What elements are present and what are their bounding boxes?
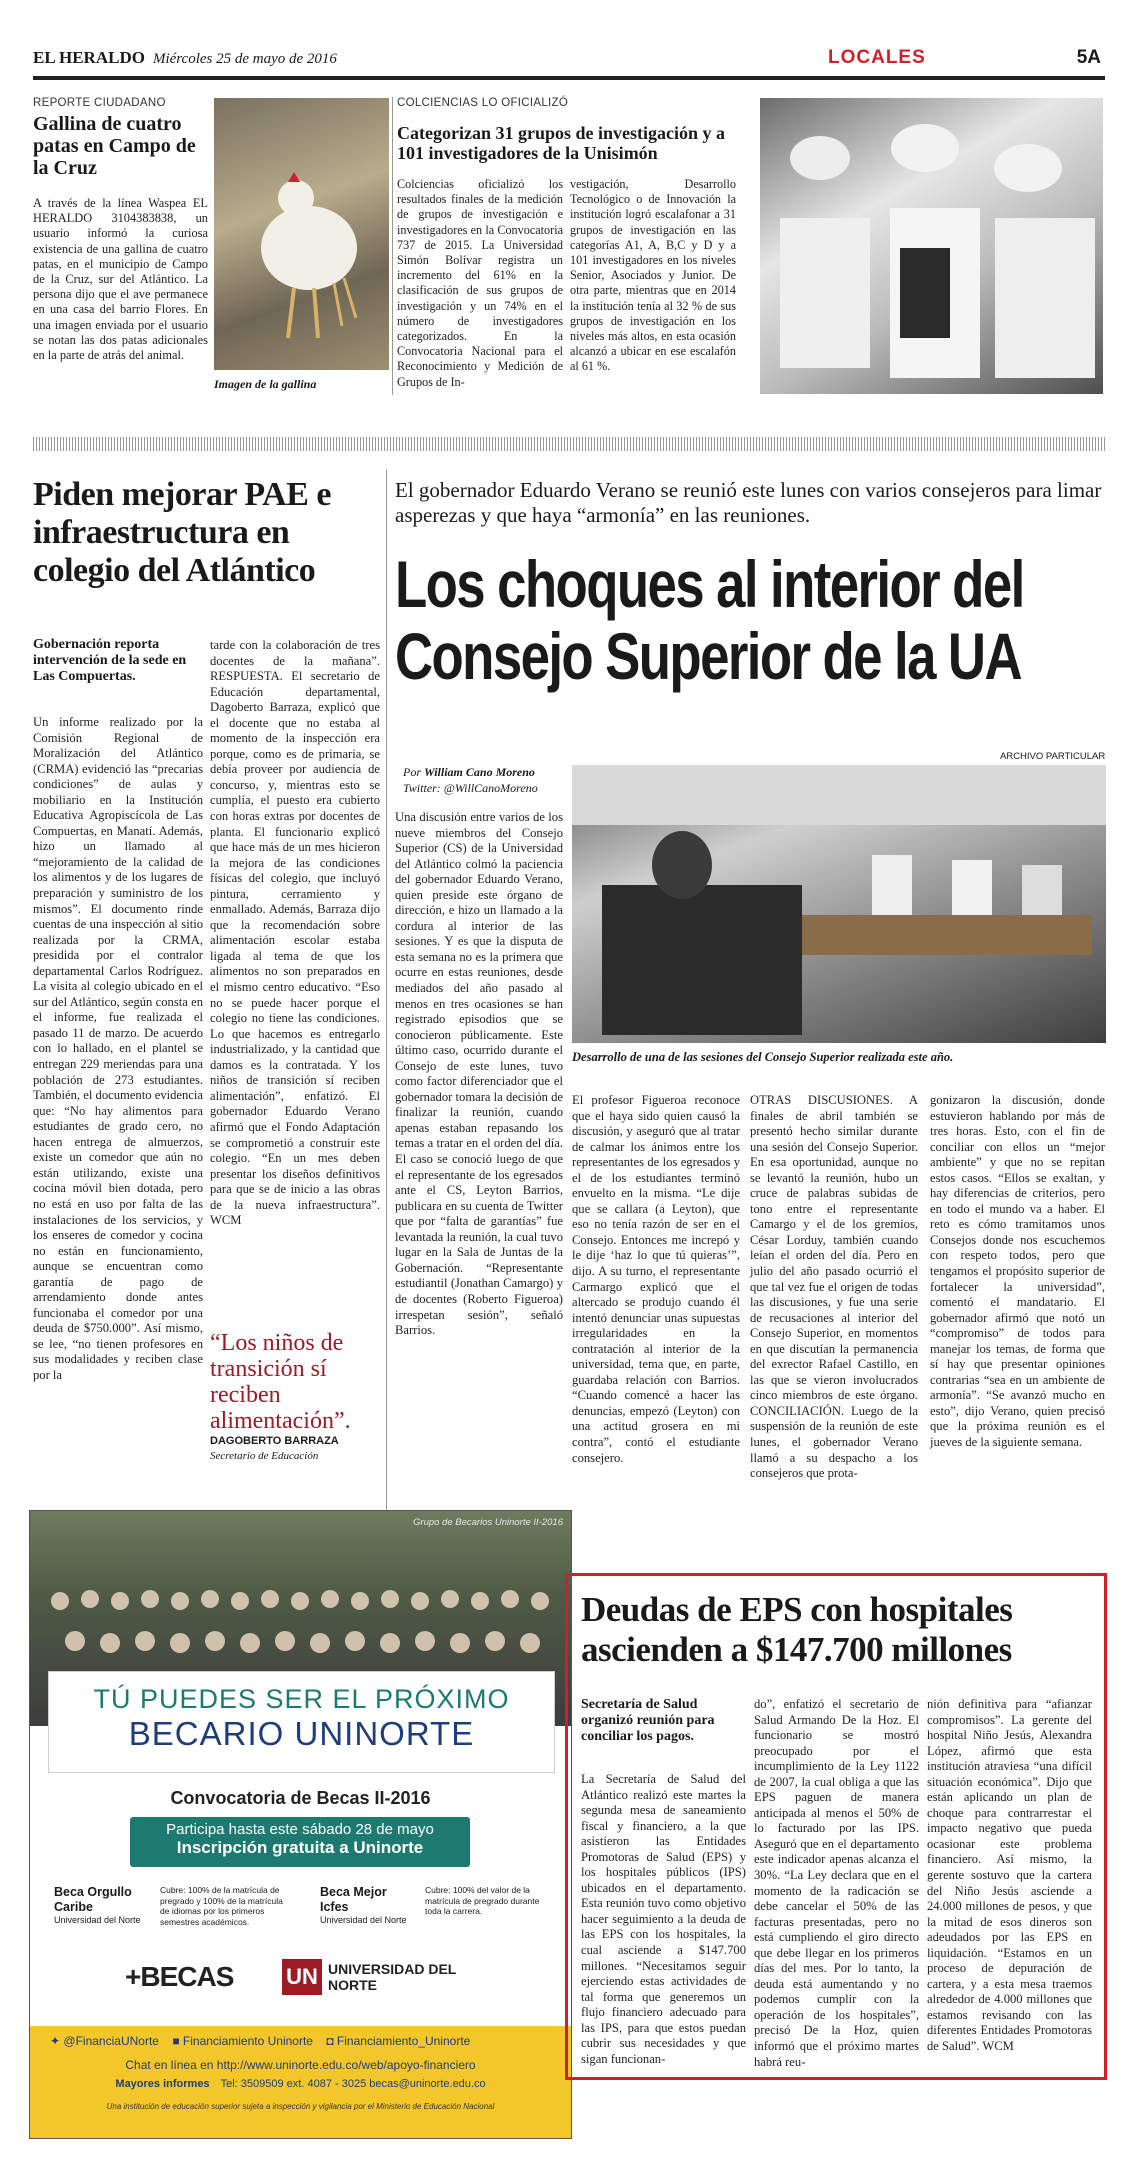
ad-line1: TÚ PUEDES SER EL PRÓXIMO: [93, 1684, 510, 1714]
ad-mayores: Mayores informes: [115, 2078, 210, 2090]
byline-author: William Cano Moreno: [424, 765, 535, 779]
section-divider: [33, 437, 1105, 451]
chicken-photo: [214, 98, 389, 370]
masthead: [33, 48, 1103, 74]
eps-col2: do”, enfatizó el secretario de Salud Armando De la Hoz. El funcionario se mostró preocupado por el incumplimiento de la Ley 1122 de 2007, la cual obliga a que las EPS paguen de manera anticipada al menos el 50% de lo facturado por las IPS. Aseguró que en el departamento este indicador apenas alcanza el 30%. “La Ley declara que en el momento de la radicación se debe cancelar el 50% de las facturas presentadas, pero no está cumpliendo el giro directo que debe llegar en los primeros días del mes. Por lo tanto, la deuda está aumentando y no podemos cumplir con la operación de los hospitales”, precisó De la Hoz, quien informó que el próximo martes habrá reu-: [754, 1697, 919, 2069]
beca2-sub: Universidad del Norte: [320, 1915, 407, 1925]
ad-photo-label: Grupo de Becarios Uninorte II-2016: [413, 1517, 563, 1528]
council-illustration: [572, 765, 1106, 1043]
twitter-icon: ✦: [50, 2034, 61, 2048]
ua-col2: El profesor Figueroa reconoce que el haya sido quien causó la discusión, y aseguró que al tratar de calmar los ánimos entre los representantes de los egresados y el de los estudiantes terminó envuelto en la misma. “Le dije que se callara (a Leyton), que eso no tenía razón de ser en el Consejo. Entonces me increpó y le dije ‘haz lo que tú quieras’”, dijo. A su turno, el representante Carmargo explicó que el altercado se produjo cuando él intentó denunciar unas supuestas irregularidades en la contratación al interior de la universidad, tema que, en parte, guardaba relación con Barrios. “Cuando comencé a hacer las denuncias, empezó (Leyton) con una actitud grosera en mi contra”, contó el estudiante consejero.: [572, 1093, 740, 1465]
pae-quote-name: DAGOBERTO BARRAZA: [210, 1435, 339, 1447]
pae-col1: Un informe realizado por la Comisión Regional de Moralización del Atlántico (CRMA) evidenció las “precarias condiciones” de aulas y mobiliario en la Institución Educativa Agropiscícola de Las Compuertas, en Manatí. Además, hizo un llamado al “mejoramiento de la calidad de los alimentos y de los lugares de preparación y suministro de los mismos”. El documento rinde cuentas de una inspección al sitio realizada por la CRMA, presidida por el contralor departamental Carlos Rodríguez. La visita al colegio ubicado en el sur del Atlántico, según consta en el informe, fue realizada el pasado 11 de marzo. De acuerdo con lo hallado, en el plantel se entregan 229 meriendas para una población de 273 estudiantes. También, el documento evidencia que: “No hay alimentos para estudiantes de grado cero, no hacen entrega de almuerzos, existe un comedor que aún no están utilizando, existe una cocina móvil bien dotada, pero no está en uso por falta de las instalaciones de los servicios, y los enseres de comedor y cocina no están en funcionamiento, aunque se encuentran como garantía de pago de arrendamiento donde antes funcionaba el comedor por una deuda de $750.000”. Así mismo, se lee, “no tienen profesores en sus modalidades y reciben clase por la: [33, 715, 203, 1382]
byline-por: Por: [403, 765, 421, 779]
pae-title: Piden mejorar PAE e infraestructura en colegio del Atlántico: [33, 476, 331, 589]
colciencias-title: Categorizan 31 grupos de investigación y a 101 investigadores de la Unisimón: [397, 123, 725, 163]
ua-headline: [395, 548, 1107, 718]
ad-headline-panel: [48, 1671, 555, 1773]
chicken-caption: Imagen de la gallina: [214, 377, 317, 391]
ua-photo-credit: ARCHIVO PARTICULAR: [1000, 751, 1106, 762]
pae-lead: Gobernación reporta intervención de la sede en Las Compuertas.: [33, 637, 187, 684]
ad-social1: @FinanciaUNorte: [63, 2034, 159, 2048]
beca1-title: Beca Orgullo Caribe: [54, 1885, 132, 1914]
eps-title: Deudas de EPS con hospitales ascienden a $147.700 millones: [581, 1590, 1013, 1669]
page-number: 5A: [1076, 47, 1101, 68]
ua-col3: OTRAS DISCUSIONES. A finales de abril también se presentó hecho similar durante una sesión del Consejo Superior. En esa oportunidad, aunque no se levantó la reunión, hubo un cruce de palabras subidas de tono entre el representante Camargo y el de los gremios, César Lorduy, también cuando leían el orden del día. Pero en julio del año pasado ocurrió el que tal vez fue el origen de todas las discusiones, y fue una serie de recusaciones al interior del Consejo Superior, en momentos en que discutían la permanencia del exrector Rafael Castillo, en las que se vieron involucrados cinco miembros de este órgano. CONCILIACIÓN. Luego de la suspensión de la reunión de este lunes, el gobernador Verano llamó a su despacho a los consejeros que prota-: [750, 1093, 918, 1481]
colciencias-kicker: COLCIENCIAS LO OFICIALIZÓ: [397, 97, 569, 109]
beca2-title: Beca Mejor Icfes: [320, 1885, 387, 1914]
column-rule: [386, 470, 387, 1510]
instagram-icon: ◘: [326, 2034, 334, 2048]
ad-contact-strip: [30, 2026, 571, 2138]
ua-byline: [403, 765, 535, 780]
eps-col1: La Secretaría de Salud del Atlántico realizó este martes la segunda mesa de saneamiento fiscal y financiero, a la que asistieron las Entidades Promotoras de Salud (EPS) y los hospitales públicos (IPS) ubicados en el departamento. Esta reunión tuvo como objetivo hacer seguimiento a la deuda de las EPS con los hospitales, la cual asciende a $147.700 millones. “Necesitamos seguir ejerciendo estas actividades de tal forma que generemos un flujo financiero adecuado para las IPS, para que estos puedan cubrir sus necesidades y que sigan funcionan-: [581, 1772, 746, 2066]
section-name: LOCALES: [828, 47, 926, 68]
council-photo: [572, 765, 1106, 1043]
ad-chat: Chat en línea en http://www.uninorte.edu.co/web/apoyo-financiero: [125, 2058, 476, 2072]
un-logo: UN: [282, 1959, 322, 1995]
eps-box: [565, 1573, 1107, 2080]
ad-contact-row: [30, 2078, 571, 2090]
eps-col3: nión definitiva para “afianzar compromisos”. La gerente del hospital Niño Jesús, Alexandra López, afirmó que esta institución atraviesa “una difícil situación económica”. Dijo que están aplicando un plan de choque para contrarrestar el impacto negativo que pueda ocasionar este problema financiero. Así mismo, la gerente sostuvo que la cartera del Niño Jesús asciende a 24.000 millones de pesos, y que la mitad de esos dineros son adeudados por las EPS en liquidación. “Estamos en un proceso de depuración de cartera, y a esta mesa traemos alrededor de 4.000 millones que estamos revisando con las diferentes Entidades Promotoras de Salud”. WCM: [927, 1697, 1092, 2054]
ua-title-line2: Consejo Superior de la UA: [395, 619, 1021, 693]
ua-title-line1: Los choques al interior del: [395, 548, 1024, 621]
issue-date: Miércoles 25 de mayo de 2016: [152, 51, 337, 67]
ad-cta-box: [130, 1817, 470, 1867]
reporte-body: A través de la línea Waspea EL HERALDO 3104383838, un usuario informó la curiosa existencia de una gallina de cuatro patas, en el municipio de Campo de la Cruz, sur del Atlántico. La persona dijo que el ave permanece en una casa del barrio Flores. En una imagen enviada por el usuario se notan las dos patas adicionales en la parte de atrás del animal.: [33, 196, 208, 363]
ua-col1: Una discusión entre varios de los nueve miembros del Consejo Superior (CS) de la Universidad del Atlántico colmó la paciencia del gobernador Eduardo Verano, quien preside este órgano de dirección, e hizo un llamado a la cordura al interior de las sesiones. Y es que la disputa de esta semana no es la primera que ocurre en estas reuniones, desde mediados del año pasado al menos en tres ocasiones se han registrado episodios que se conocieron públicamente. Este último caso, ocurrido durante el Consejo de este lunes, tuvo como factor diferenciador que el gobernador tomara la decisión de finalizar la reunión, cuando apenas estaban repasando los temas a tratar en el orden del día. El caso se conoció luego de que el representante de los egresados ante el CS, Leyton Barrios, publicara en su cuenta de Twitter que por “falta de garantías” fue levantada la reunión, la cual tuvo lugar en la Sala de Juntas de la Gobernación. “Representante estudiantil (Jonathan Camargo) y de docentes (Roberto Figueroa) irrespetan sesión”, señaló Barrios.: [395, 810, 563, 1338]
ua-deck: El gobernador Eduardo Verano se reunió este lunes con varios consejeros para limar asperezas y que haya “armonía” en las reuniones.: [395, 478, 1102, 527]
reporte-title: Gallina de cuatro patas en Campo de la Cruz: [33, 113, 196, 179]
pae-quote-role: Secretario de Educación: [210, 1450, 319, 1462]
reporte-kicker: REPORTE CIUDADANO: [33, 97, 166, 109]
uninorte-ad: [29, 1510, 572, 2139]
pae-col2: tarde con la colaboración de tres docentes de la mañana”. RESPUESTA. El secretario de Educación departamental, Dagoberto Barraza, explicó que el docente que no estaba al momento de la inspección era porque, como es de primaria, se debía proveer por audiencia de concurso, y, mientras esto se cumplía, el puesto era cubierto con horas extras por docentes de planta. El funcionario explicó que hace más de un mes hicieron la mejora de las condiciones físicas del colegio, que incluyó pintura, cerramiento y enmallado. Además, Barraza dijo que la recomendación sobre alimentación escolar estaba ligada al tema de que los alimentos no son preparados en el mismo centro educativo. “Eso no se puede hacer porque el colegio no tiene las condiciones. Lo que hacemos es entregarlo industrializado, y la cantidad que damos es la contratada. Y los niños de transición sí reciben alimentación”, enfatizó. El gobernador Eduardo Verano afirmó que el Fondo Adaptación se comprometió a construir este colegio. “En un mes deben presentar los diseños definitivos para que se de inicio a las obras de la nueva infraestructura”. WCM: [210, 638, 380, 1228]
ad-participa: Participa hasta este sábado 28 de mayo: [166, 1821, 434, 1838]
ad-social-row: [50, 2034, 560, 2048]
pae-pullquote: “Los niños de transición sí reciben alimentación”.: [210, 1330, 351, 1434]
ua-col4: gonizaron la discusión, donde estuvieron hablando por más de tres horas. Esto, con el fin de conciliar con ellos un “mejor ambiente” y que no se repitan estos casos. “Ellos se exaltan, y hay diferencias de criterios, pero en todo el mundo va a haber. El reto es cómo tramitamos unos Consejos donde nos escuchemos con respeto todos, pero que tengamos el propósito superior de fortalecer la universidad”, comentó el mandatario. El gobernador afirmó que notó un “compromiso” de todos para manejar los temas, de forma que sí hay que presentar opiniones contrarias “sea en un ambiente de armonía”. “Se avanzó mucho en esto”, dijo Verano, quien precisó que la próxima reunión es el jueves de la siguiente semana.: [930, 1093, 1105, 1450]
colciencias-col1: Colciencias oficializó los resultados finales de la medición de grupos de investigación e investigadores en la Convocatoria 737 de 2015. La Universidad Simón Bolívar registra un incremento del 61% en la clasificación de sus grupos de investigación y un 74% en el número de investigadores categorizados. En la Convocatoria Nacional para el Reconocimiento y Medición de Grupos de In-: [397, 177, 563, 389]
ad-social2: Financiamiento Uninorte: [182, 2034, 313, 2048]
beca1-desc: Cubre: 100% de la matrícula de pregrado y 100% de la matrícula de idiomas por los primeros semestres académicos.: [160, 1885, 283, 1927]
ad-line2: BECARIO UNINORTE: [128, 1715, 475, 1752]
facebook-icon: ■: [172, 2034, 180, 2048]
becas-logo: +BECAS: [125, 1961, 234, 1992]
ad-social3: Financiamiento_Uninorte: [336, 2034, 471, 2048]
beca1-sub: Universidad del Norte: [54, 1915, 141, 1925]
ad-contact: Tel: 3509509 ext. 4087 - 3025 becas@uninorte.edu.co: [220, 2078, 486, 2090]
chicken-illustration: [214, 98, 389, 370]
lab-illustration: [760, 98, 1103, 394]
ua-caption: Desarrollo de una de las sesiones del Consejo Superior realizada este año.: [572, 1050, 954, 1064]
ua-twitter: Twitter: @WillCanoMoreno: [403, 781, 538, 795]
ad-convocatoria: Convocatoria de Becas II-2016: [170, 1788, 431, 1808]
universidad-logo: UNIVERSIDAD DEL NORTE: [328, 1961, 457, 1993]
header-rule: [33, 76, 1105, 80]
lab-photo: [760, 98, 1103, 394]
ad-footnote: Una institución de educación superior sujeta a inspección y vigilancia por el Ministerio de Educación Nacional: [106, 2102, 495, 2111]
colciencias-col2: vestigación, Desarrollo Tecnológico o de Innovación la institución logró escalafonar a 31 grupos de investigación en las categorías A1, A, B,C y D y a 101 investigadores en los niveles Senior, Asociados y Junior. De otra parte, mientras que en 2014 la institución tenía al 32 % de sus grupos de investigación en los niveles más altos, en esta ocasión alcanzó a ubicar en ese escalafón al 61 %.: [570, 177, 736, 374]
paper-name: EL HERALDO: [33, 48, 145, 67]
column-rule: [392, 97, 393, 395]
eps-lead: Secretaría de Salud organizó reunión para conciliar los pagos.: [581, 1697, 715, 1744]
ad-inscripcion: Inscripción gratuita a Uninorte: [176, 1838, 424, 1857]
beca2-desc: Cubre: 100% del valor de la matrícula de pregrado durante toda la carrera.: [425, 1885, 540, 1916]
